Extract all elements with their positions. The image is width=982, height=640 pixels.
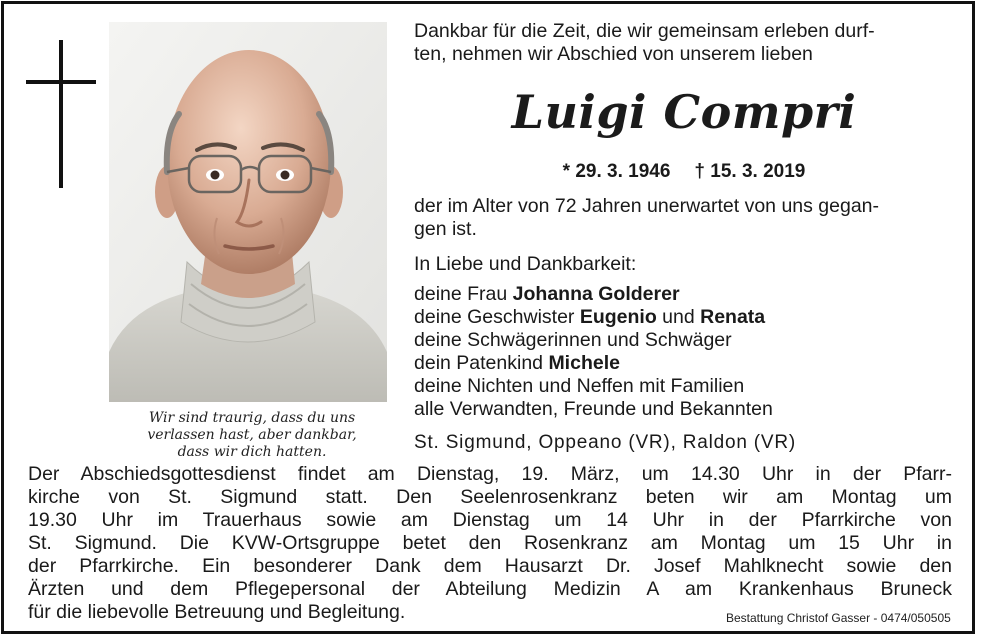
mourners-list — [414, 283, 954, 421]
place-line: St. Sigmund, Oppeano (VR), Raldon (VR) — [414, 432, 797, 453]
quote-line: verlassen hast, aber dankbar, — [147, 427, 357, 443]
sibling-name: Eugenio — [579, 306, 657, 328]
age-line: gen ist. — [414, 218, 477, 240]
death-date: † 15. 3. 2019 — [694, 161, 806, 182]
notice-line: 19.30 Uhr im Trauerhaus sowie am Dienstag um 14 Uhr in der Pfarrkirche von — [28, 509, 952, 531]
mourner-line: alle Verwandten, Freunde und Bekannten — [414, 398, 773, 420]
quote-line: dass wir dich hatten. — [177, 444, 327, 460]
notice-line: Der Abschiedsgottesdienst findet am Dienstag, 19. März, um 14.30 Uhr in der Pfarr- — [28, 463, 952, 485]
intro-text — [414, 20, 954, 66]
funeral-notice — [28, 463, 952, 624]
cross-vertical-bar — [59, 40, 63, 188]
age-text — [414, 195, 954, 241]
notice-line: St. Sigmund. Die KVW-Ortsgruppe betet den Rosenkranz am Montag um 15 Uhr in — [28, 532, 952, 554]
notice-line: kirche von St. Sigmund statt. Den Seelenrosenkranz beten wir am Montag um — [28, 486, 952, 508]
mourner-line: deine Schwägerinnen und Schwäger — [414, 329, 732, 351]
notice-line: der Pfarrkirche. Ein besonderer Dank dem Hausarzt Dr. Josef Mahlknecht sowie den — [28, 555, 952, 577]
intro-line: Dankbar für die Zeit, die wir gemeinsam erleben durf- — [414, 20, 875, 42]
mourner-line: deine Geschwister Eugenio und Renata — [414, 306, 766, 328]
notice-line: Ärzten und dem Pflegepersonal der Abteilung Medizin A am Krankenhaus Bruneck — [28, 578, 952, 600]
sibling-name: Renata — [700, 306, 766, 328]
cross-horizontal-bar — [26, 80, 96, 84]
memorial-quote — [118, 410, 386, 461]
birth-date: * 29. 3. 1946 — [562, 161, 671, 182]
life-dates — [414, 160, 954, 184]
godchild-name: Michele — [548, 352, 620, 374]
portrait-photo — [109, 22, 387, 402]
deceased-name: Luigi Compri — [511, 85, 857, 139]
mourner-line: dein Patenkind Michele — [414, 352, 620, 374]
quote-line: Wir sind traurig, dass du uns — [148, 410, 356, 426]
mourner-line: deine Frau Johanna Golderer — [414, 283, 680, 305]
age-line: der im Alter von 72 Jahren unerwartet von uns gegan- — [414, 195, 880, 217]
notice-line: für die liebevolle Betreuung und Begleitung. — [28, 601, 406, 623]
spouse-name: Johanna Golderer — [512, 283, 680, 305]
mourner-line: deine Nichten und Neffen mit Familien — [414, 375, 745, 397]
funeral-home-credit: Bestattung Christof Gasser - 0474/050505 — [726, 611, 951, 625]
love-line: In Liebe und Dankbarkeit: — [414, 253, 637, 275]
intro-line: ten, nehmen wir Abschied von unserem lieben — [414, 43, 813, 65]
